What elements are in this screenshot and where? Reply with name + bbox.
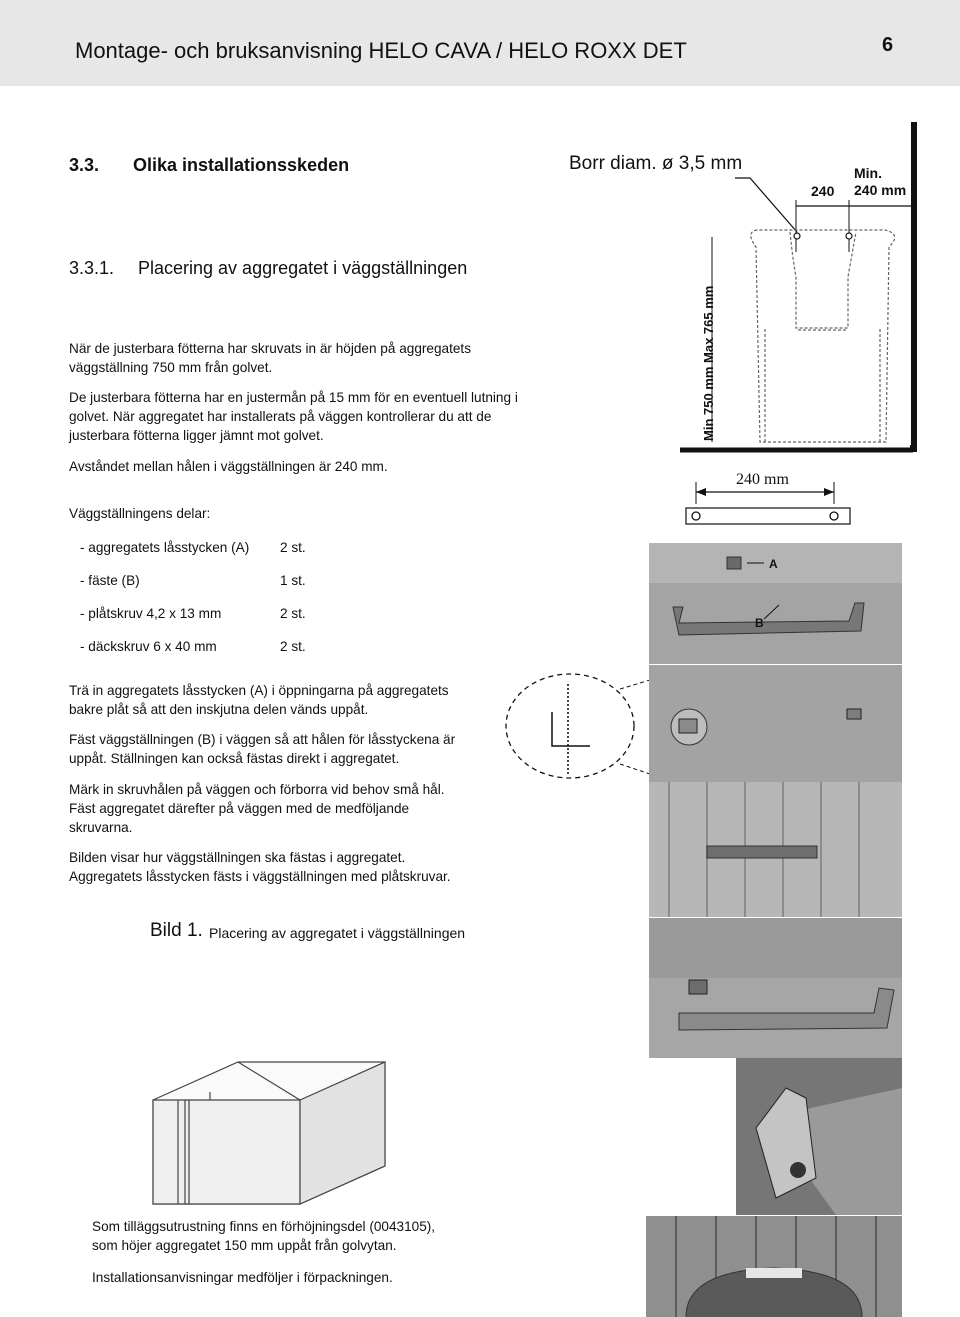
parts-item-qty: 2 st.	[280, 639, 306, 654]
bracket-dimension-label: 240 mm	[736, 471, 789, 488]
text-line: Trä in aggregatets låsstycken (A) i öppningarna på aggregatets	[69, 683, 449, 698]
bracket-dimension-drawing	[684, 462, 854, 530]
figure-caption: Placering av aggregatet i väggställningen	[209, 925, 466, 941]
photo-bracket-parts-drawing	[649, 543, 902, 664]
instruction-fix-bracket	[69, 730, 569, 768]
text-line: Bilden visar hur väggställningen ska fästas i aggregatet.	[69, 850, 406, 865]
paragraph-hole-distance: Avståndet mellan hålen i väggställningen är 240 mm.	[69, 459, 388, 474]
instruction-drill	[69, 780, 569, 837]
figure-label: Bild 1.	[150, 920, 203, 941]
text-line: som höjer aggregatet 150 mm uppåt från golvytan.	[92, 1238, 397, 1253]
parts-item-qty: 2 st.	[280, 606, 306, 621]
text-line: skruvarna.	[69, 820, 133, 835]
photo-underside	[646, 1216, 902, 1317]
photo-hook-detail	[736, 1058, 902, 1215]
label-b: B	[755, 616, 764, 630]
photo-locks-on-heater	[649, 665, 902, 782]
paragraph-height	[69, 339, 569, 377]
photo-locks-drawing	[649, 665, 902, 782]
height-dimension-label: Min 750 mm Max 765 mm	[701, 285, 716, 441]
zoom-detail-circle	[500, 664, 650, 784]
photo-hook-drawing	[736, 1058, 902, 1215]
photo-bracket-on-wall	[649, 782, 902, 917]
text-line: golvet. När aggregatet har installerats på väggen kontrollerar du att de	[69, 409, 492, 424]
text-line: justerbara fötterna ligger jämnt mot golvet.	[69, 428, 324, 443]
subsection-number: 3.3.1.	[69, 258, 115, 278]
text-line: Fäst väggställningen (B) i väggen så att hålen för låsstyckena är	[69, 732, 456, 747]
text-line: När de justerbara fötterna har skruvats in är höjden på aggregatets	[69, 341, 472, 356]
parts-item-label: - däckskruv 6 x 40 mm	[80, 639, 217, 654]
section-number: 3.3.	[69, 155, 100, 175]
text-line: bakre plåt så att den inskjutna delen vänds uppåt.	[69, 702, 369, 717]
parts-item-qty: 2 st.	[280, 540, 306, 555]
paragraph-adjustment	[69, 388, 569, 445]
parts-item-label: - plåtskruv 4,2 x 13 mm	[80, 606, 222, 621]
photo-underside-drawing	[646, 1216, 902, 1317]
photo-bracket-wall-drawing	[649, 782, 902, 917]
text-line: Fäst aggregatet därefter på väggen med de medföljande	[69, 801, 410, 816]
riser-box-drawing	[123, 1058, 393, 1208]
min-240-label: 240 mm	[854, 182, 907, 198]
dimension-240-label: 240	[811, 183, 835, 199]
drill-diameter-label: Borr diam. ø 3,5 mm	[569, 153, 743, 174]
section-title: Olika installationsskeden	[133, 155, 350, 175]
riser-note	[92, 1217, 592, 1255]
min-label: Min.	[854, 165, 882, 181]
text-line: väggställning 750 mm från golvet.	[69, 360, 273, 375]
text-line: Märk in skruvhålen på väggen och förborra vid behov små hål.	[69, 782, 445, 797]
text-line: uppåt. Ställningen kan också fästas direkt i aggregatet.	[69, 751, 400, 766]
page-number: 6	[882, 34, 894, 56]
text-line: Aggregatets låsstycken fästs i väggställningen med plåtskruvar.	[69, 869, 451, 884]
instruction-insert-locks	[69, 681, 569, 719]
parts-item-qty: 1 st.	[280, 573, 306, 588]
document-title: Montage- och bruksanvisning HELO CAVA / HELO ROXX DET	[75, 38, 687, 63]
photo-bracket-closeup-drawing	[649, 918, 902, 1058]
parts-item-label: - aggregatets låsstycken (A)	[80, 540, 250, 555]
subsection-title: Placering av aggregatet i väggställningen	[138, 258, 468, 278]
riser-install-note: Installationsanvisningar medföljer i förpackningen.	[92, 1270, 393, 1285]
heater-mounting-diagram	[560, 112, 960, 472]
text-line: Som tilläggsutrustning finns en förhöjningsdel (0043105),	[92, 1219, 436, 1234]
photo-bracket-parts	[649, 543, 902, 664]
text-line: De justerbara fötterna har en justermån på 15 mm för en eventuell lutning i	[69, 390, 518, 405]
paragraph-parts-heading: Väggställningens delar:	[69, 506, 211, 521]
parts-item-label: - fäste (B)	[80, 573, 140, 588]
instruction-image-note	[69, 848, 569, 886]
photo-bracket-closeup	[649, 918, 902, 1058]
label-a: A	[769, 557, 778, 571]
